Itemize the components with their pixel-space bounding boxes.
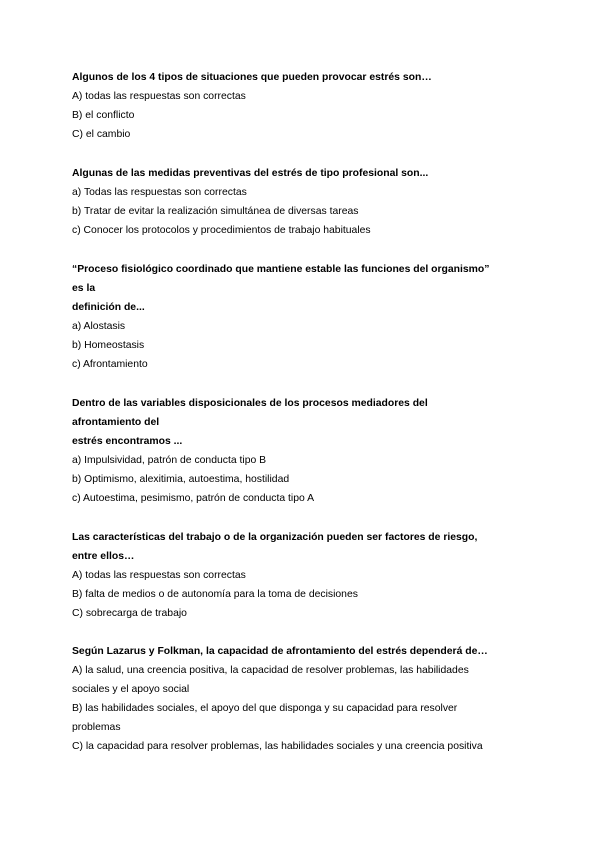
answer-option: c) Autoestima, pesimismo, patrón de conducta tipo A: [72, 493, 314, 504]
question-4: [72, 394, 532, 508]
answer-option: problemas: [72, 722, 121, 733]
question-title: Las características del trabajo o de la organización pueden ser factores de riesgo,: [72, 532, 478, 543]
question-title: entre ellos…: [72, 551, 135, 562]
answer-option: C) la capacidad para resolver problemas, las habilidades sociales y una creencia positiva: [72, 741, 483, 752]
answer-option: a) Alostasis: [72, 321, 126, 332]
question-1: [72, 68, 532, 144]
question-title: estrés encontramos ...: [72, 436, 183, 447]
question-title: definición de...: [72, 302, 145, 313]
answer-option: c) Afrontamiento: [72, 359, 148, 370]
answer-option: C) sobrecarga de trabajo: [72, 608, 187, 619]
question-2: [72, 164, 532, 240]
question-title: Según Lazarus y Folkman, la capacidad de afrontamiento del estrés dependerá de…: [72, 646, 488, 657]
question-3: [72, 260, 532, 374]
answer-option: A) todas las respuestas son correctas: [72, 91, 246, 102]
question-title: Algunos de los 4 tipos de situaciones que pueden provocar estrés son…: [72, 72, 432, 83]
question-title: Dentro de las variables disposicionales de los procesos mediadores del: [72, 398, 428, 409]
question-title: afrontamiento del: [72, 417, 160, 428]
answer-option: b) Optimismo, alexitimia, autoestima, hostilidad: [72, 474, 290, 485]
answer-option: B) el conflicto: [72, 110, 135, 121]
answer-option: a) Impulsividad, patrón de conducta tipo B: [72, 455, 267, 466]
question-title: es la: [72, 283, 96, 294]
answer-option: sociales y el apoyo social: [72, 684, 190, 695]
answer-option: B) las habilidades sociales, el apoyo del que disponga y su capacidad para resolver: [72, 703, 458, 714]
answer-option: c) Conocer los protocolos y procedimientos de trabajo habituales: [72, 225, 371, 236]
question-6: [72, 642, 532, 756]
answer-option: C) el cambio: [72, 129, 131, 140]
question-title: Algunas de las medidas preventivas del estrés de tipo profesional son...: [72, 168, 429, 179]
question-5: [72, 528, 532, 623]
question-title: “Proceso fisiológico coordinado que mantiene estable las funciones del organismo”: [72, 264, 490, 275]
answer-option: A) la salud, una creencia positiva, la capacidad de resolver problemas, las habilidades: [72, 665, 469, 676]
answer-option: b) Tratar de evitar la realización simultánea de diversas tareas: [72, 206, 359, 217]
answer-option: b) Homeostasis: [72, 340, 145, 351]
answer-option: a) Todas las respuestas son correctas: [72, 187, 247, 198]
answer-option: B) falta de medios o de autonomía para la toma de decisiones: [72, 589, 358, 600]
answer-option: A) todas las respuestas son correctas: [72, 570, 246, 581]
